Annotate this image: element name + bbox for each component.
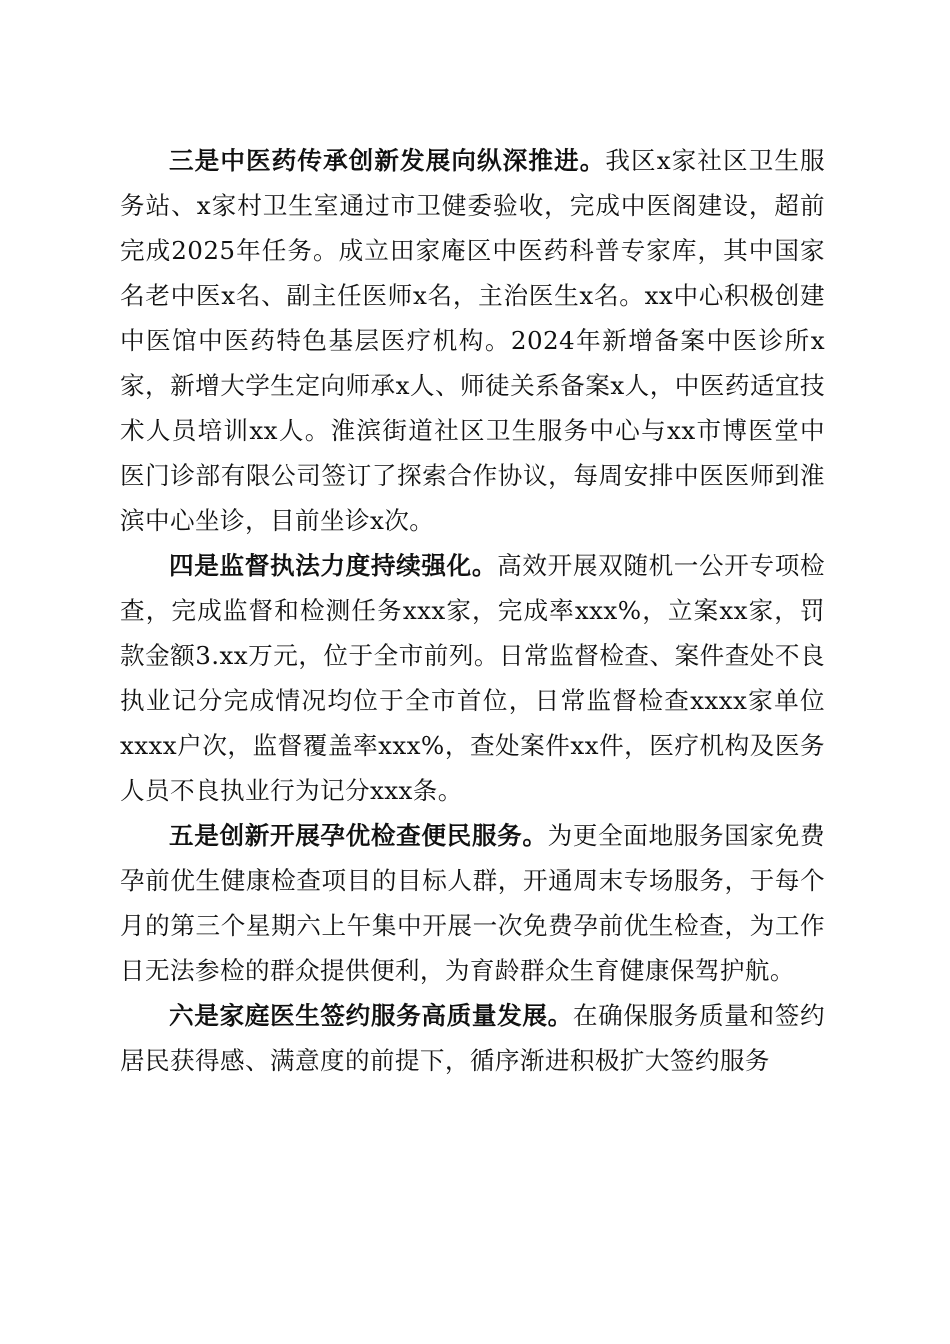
paragraph-text: 为更全面地服务国家免费孕前优生健康检查项目的目标人群，开通周末专场服务，于每个月的第三个星期六上午集中开展一次免费孕前优生检查，为工作日无法参检的群众提供便利，为育龄群众生育健康保驾护航。: [120, 821, 825, 985]
paragraph-prenatal: [120, 813, 825, 993]
paragraph-family-doctor: [120, 993, 825, 1083]
paragraph-text: 高效开展双随机一公开专项检查，完成监督和检测任务xxx家，完成率xxx%，立案xx家，罚款金额3.xx万元，位于全市前列。日常监督检查、案件查处不良执业记分完成情况均位于全市首位，日常监督检查xxxx家单位xxxx户次，监督覆盖率xxx%，查处案件xx件，医疗机构及医务人员不良执业行为记分xxx条。: [120, 551, 825, 805]
document-body: [120, 138, 825, 1083]
paragraph-heading: 六是家庭医生签约服务高质量发展。: [169, 1001, 573, 1030]
paragraph-text: 我区x家社区卫生服务站、x家村卫生室通过市卫健委验收，完成中医阁建设，超前完成2025年任务。成立田家庵区中医药科普专家库，其中国家名老中医x名、副主任医师x名，主治医生x名。xx中心积极创建中医馆中医药特色基层医疗机构。2024年新增备案中医诊所x家，新增大学生定向师承x人、师徒关系备案x人，中医药适宜技术人员培训xx人。淮滨街道社区卫生服务中心与xx市博医堂中医门诊部有限公司签订了探索合作协议，每周安排中医医师到淮滨中心坐诊，目前坐诊x次。: [120, 146, 825, 535]
paragraph-heading: 五是创新开展孕优检查便民服务。: [169, 821, 548, 850]
paragraph-heading: 四是监督执法力度持续强化。: [169, 551, 498, 580]
paragraph-heading: 三是中医药传承创新发展向纵深推进。: [169, 146, 606, 175]
paragraph-text: 在确保服务质量和签约居民获得感、满意度的前提下，循序渐进积极扩大签约服务: [120, 1001, 825, 1075]
paragraph-supervision: [120, 543, 825, 813]
paragraph-tcm: [120, 138, 825, 543]
